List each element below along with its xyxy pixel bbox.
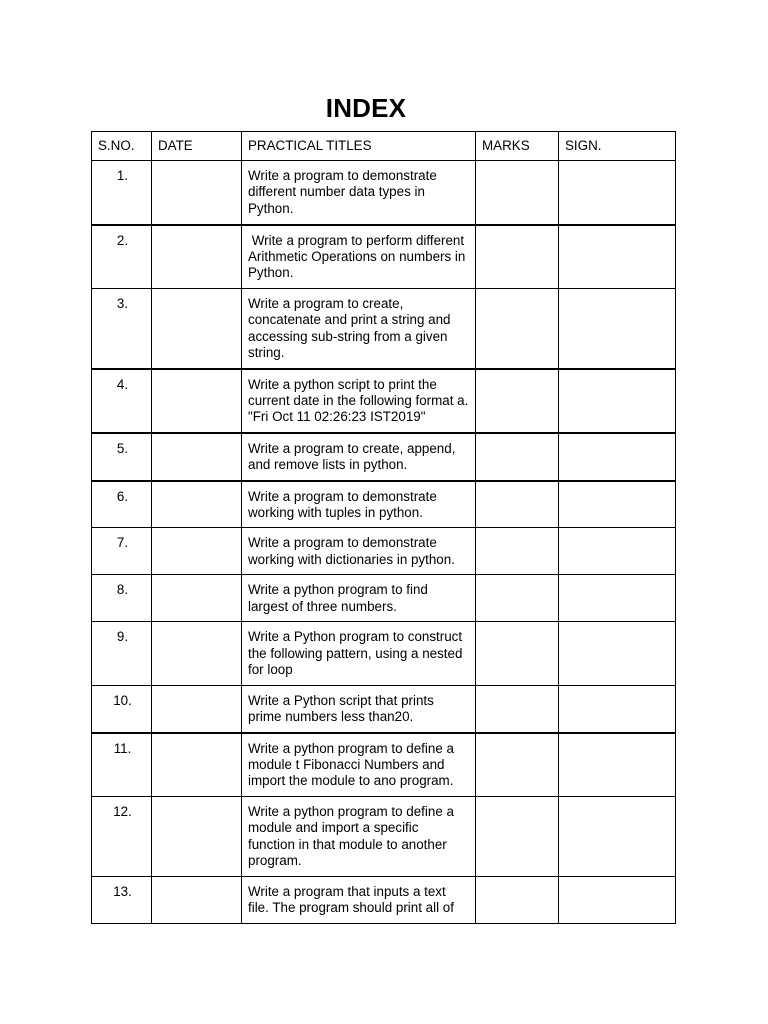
row-marks xyxy=(476,622,559,685)
row-sign xyxy=(559,877,676,924)
row-sign xyxy=(559,481,676,528)
page-title: INDEX xyxy=(325,93,407,123)
row-title: Write a program to demonstrate working with dictionaries in python. xyxy=(242,528,476,575)
table-row xyxy=(92,528,676,575)
row-sign xyxy=(559,622,676,685)
row-title: Write a python program to define a module t Fibonacci Numbers and import the module to ano program. xyxy=(242,733,476,797)
table-row xyxy=(92,225,676,289)
row-date xyxy=(152,575,242,622)
row-title: Write a program to create, append, and remove lists in python. xyxy=(242,433,476,481)
table-row xyxy=(92,289,676,369)
row-sign xyxy=(559,369,676,433)
row-marks xyxy=(476,877,559,924)
table-row xyxy=(92,622,676,685)
table-row xyxy=(92,433,676,481)
row-sign xyxy=(559,289,676,369)
table-header-row xyxy=(92,132,676,161)
row-title: Write a program to demonstrate different number data types in Python. xyxy=(242,161,476,225)
row-sno: 1. xyxy=(92,161,152,225)
table-row xyxy=(92,797,676,877)
header-sno: S.NO. xyxy=(92,132,152,161)
row-date xyxy=(152,797,242,877)
row-title: Write a Python script that prints prime numbers less than20. xyxy=(242,685,476,732)
row-date xyxy=(152,528,242,575)
row-sign xyxy=(559,733,676,797)
index-table xyxy=(91,131,676,924)
row-sign xyxy=(559,161,676,225)
table-row xyxy=(92,369,676,433)
row-sign xyxy=(559,225,676,289)
row-marks xyxy=(476,528,559,575)
row-sno: 13. xyxy=(92,877,152,924)
header-date: DATE xyxy=(152,132,242,161)
row-sign xyxy=(559,433,676,481)
row-date xyxy=(152,225,242,289)
row-date xyxy=(152,622,242,685)
row-sign xyxy=(559,575,676,622)
row-title: Write a program to create, concatenate and print a string and accessing sub-string from a given string. xyxy=(242,289,476,369)
table-row xyxy=(92,575,676,622)
row-title: Write a program to perform different Arithmetic Operations on numbers in Python. xyxy=(242,225,476,289)
row-marks xyxy=(476,433,559,481)
row-marks xyxy=(476,733,559,797)
row-date xyxy=(152,685,242,732)
table-row xyxy=(92,161,676,225)
row-sno: 11. xyxy=(92,733,152,797)
header-sign: SIGN. xyxy=(559,132,676,161)
row-sign xyxy=(559,797,676,877)
table-row xyxy=(92,481,676,528)
row-date xyxy=(152,481,242,528)
row-marks xyxy=(476,797,559,877)
header-practical-titles: PRACTICAL TITLES xyxy=(242,132,476,161)
row-date xyxy=(152,433,242,481)
row-title: Write a python script to print the current date in the following format a. "Fri Oct 11 02:26:23 IST2019" xyxy=(242,369,476,433)
row-title: Write a python program to find largest of three numbers. xyxy=(242,575,476,622)
row-title: Write a python program to define a module and import a specific function in that module to another program. xyxy=(242,797,476,877)
row-sno: 7. xyxy=(92,528,152,575)
row-title: Write a Python program to construct the following pattern, using a nested for loop xyxy=(242,622,476,685)
row-sign xyxy=(559,528,676,575)
row-marks xyxy=(476,685,559,732)
row-sno: 2. xyxy=(92,225,152,289)
row-sno: 12. xyxy=(92,797,152,877)
row-date xyxy=(152,369,242,433)
row-sno: 8. xyxy=(92,575,152,622)
row-marks xyxy=(476,289,559,369)
row-sno: 5. xyxy=(92,433,152,481)
row-marks xyxy=(476,481,559,528)
row-marks xyxy=(476,161,559,225)
row-marks xyxy=(476,369,559,433)
table-row xyxy=(92,685,676,732)
row-marks xyxy=(476,575,559,622)
row-sno: 10. xyxy=(92,685,152,732)
row-date xyxy=(152,877,242,924)
row-title: Write a program that inputs a text file. The program should print all of xyxy=(242,877,476,924)
row-sno: 4. xyxy=(92,369,152,433)
header-marks: MARKS xyxy=(476,132,559,161)
row-sno: 9. xyxy=(92,622,152,685)
row-marks xyxy=(476,225,559,289)
table-row xyxy=(92,877,676,924)
table-row xyxy=(92,733,676,797)
row-date xyxy=(152,289,242,369)
row-date xyxy=(152,733,242,797)
row-date xyxy=(152,161,242,225)
row-sno: 3. xyxy=(92,289,152,369)
row-sno: 6. xyxy=(92,481,152,528)
row-title: Write a program to demonstrate working with tuples in python. xyxy=(242,481,476,528)
row-sign xyxy=(559,685,676,732)
